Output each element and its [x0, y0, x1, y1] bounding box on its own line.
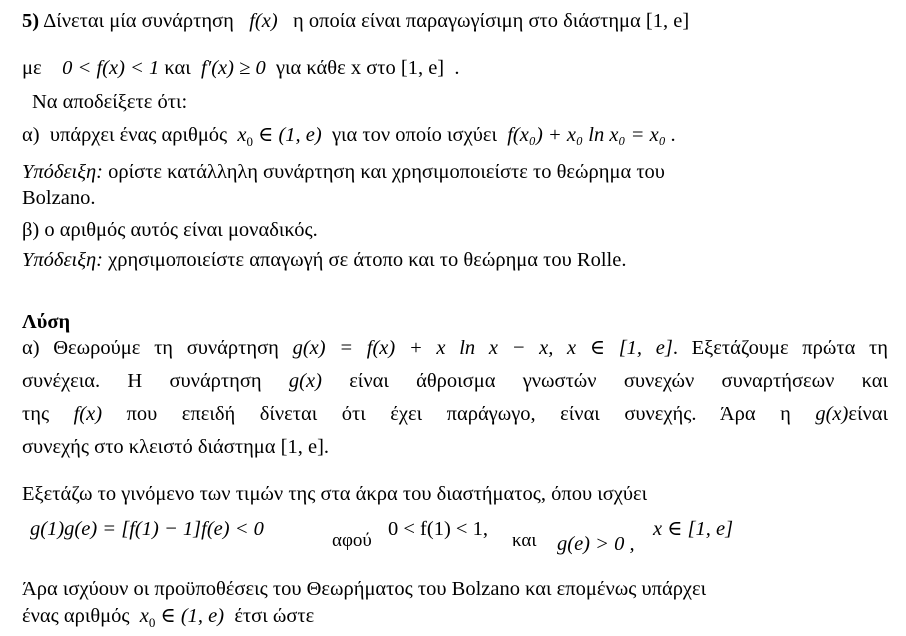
prove-label: Να αποδείξετε ότι:: [32, 91, 188, 113]
math-interval: [1, e]: [645, 10, 690, 32]
math-cond-f1: 0 < f(1) < 1,: [388, 518, 488, 540]
math-cond-2: f′(x) ≥ 0: [201, 57, 266, 79]
solution-line-4: συνεχής στο κλειστό διάστημα [1, e].: [22, 436, 330, 458]
problem-line-1: 5) Δίνεται μία συνάρτηση f(x) η οποία είναι παραγωγίσιμη στο διάστημα [1, e]: [22, 10, 690, 32]
solution-line-final: ένας αριθμός $x_0$ ∈ (1, e) έτσι ώστε: [22, 605, 315, 631]
solution-kai: και: [512, 530, 537, 551]
math-cond-1: 0 < f(x) < 1: [62, 57, 160, 79]
math-cond-x: x ∈ [1, e]: [653, 518, 734, 540]
solution-line-3: της f(x) που επειδή δίνεται ότι έχει παράγωγο, είναι συνεχής. Άρα η g(x)είναι: [22, 403, 888, 425]
math-equation: f(x₀) + x₀ ln x₀ = x₀ .: [507, 124, 677, 146]
math-product: g(1)g(e) = [f(1) − 1]f(e) < 0: [30, 518, 264, 540]
hint-2: Υπόδειξη: χρησιμοποιείστε απαγωγή σε άτοπο και το θεώρημα του Rolle.: [22, 249, 627, 271]
solution-line-2: συνέχεια. Η συνάρτηση g(x) είναι άθροισμα γνωστών συνεχών συναρτήσεων και: [22, 370, 889, 392]
solution-line-1: α) Θεωρούμε τη συνάρτηση g(x) = f(x) + x ln x − x, x ∈ [1, e]. Εξετάζουμε πρώτα τη: [22, 337, 888, 359]
math-fx: f(x): [249, 10, 278, 32]
math-interval: [1, e]: [400, 57, 445, 79]
hint-label: Υπόδειξη:: [22, 249, 103, 271]
problem-line-2: με 0 < f(x) < 1 και f′(x) ≥ 0 για κάθε x στο [1, e] .: [22, 57, 460, 79]
math-g-definition: g(x) = f(x) + x ln x − x, x ∈ [1, e]: [292, 337, 673, 359]
solution-product-line: [30, 516, 264, 542]
hint-1-continuation: Bolzano.: [22, 187, 96, 209]
math-cond-ge: g(e) > 0 ,: [557, 533, 635, 555]
hint-label: Υπόδειξη:: [22, 161, 103, 183]
hint-1: Υπόδειξη: ορίστε κατάλληλη συνάρτηση και χρησιμοποιείστε το θεώρημα του: [22, 161, 665, 183]
solution-line-conclusion: Άρα ισχύουν οι προϋποθέσεις του Θεωρήματος του Bolzano και επομένως υπάρχει: [22, 578, 707, 600]
problem-number: 5): [22, 10, 40, 32]
solution-afou: αφού: [332, 530, 372, 551]
part-a-statement: α) υπάρχει ένας αριθμός $x_0$ ∈ (1, e) για τον οποίο ισχύει f(x₀) + x₀ ln x₀ = x₀ .: [22, 124, 677, 150]
solution-title: Λύση: [22, 311, 71, 333]
part-b-statement: β) ο αριθμός αυτός είναι μοναδικός.: [22, 219, 318, 241]
solution-paragraph-2: Εξετάζω το γινόμενο των τιμών της στα άκρα του διαστήματος, όπου ισχύει: [22, 483, 648, 505]
